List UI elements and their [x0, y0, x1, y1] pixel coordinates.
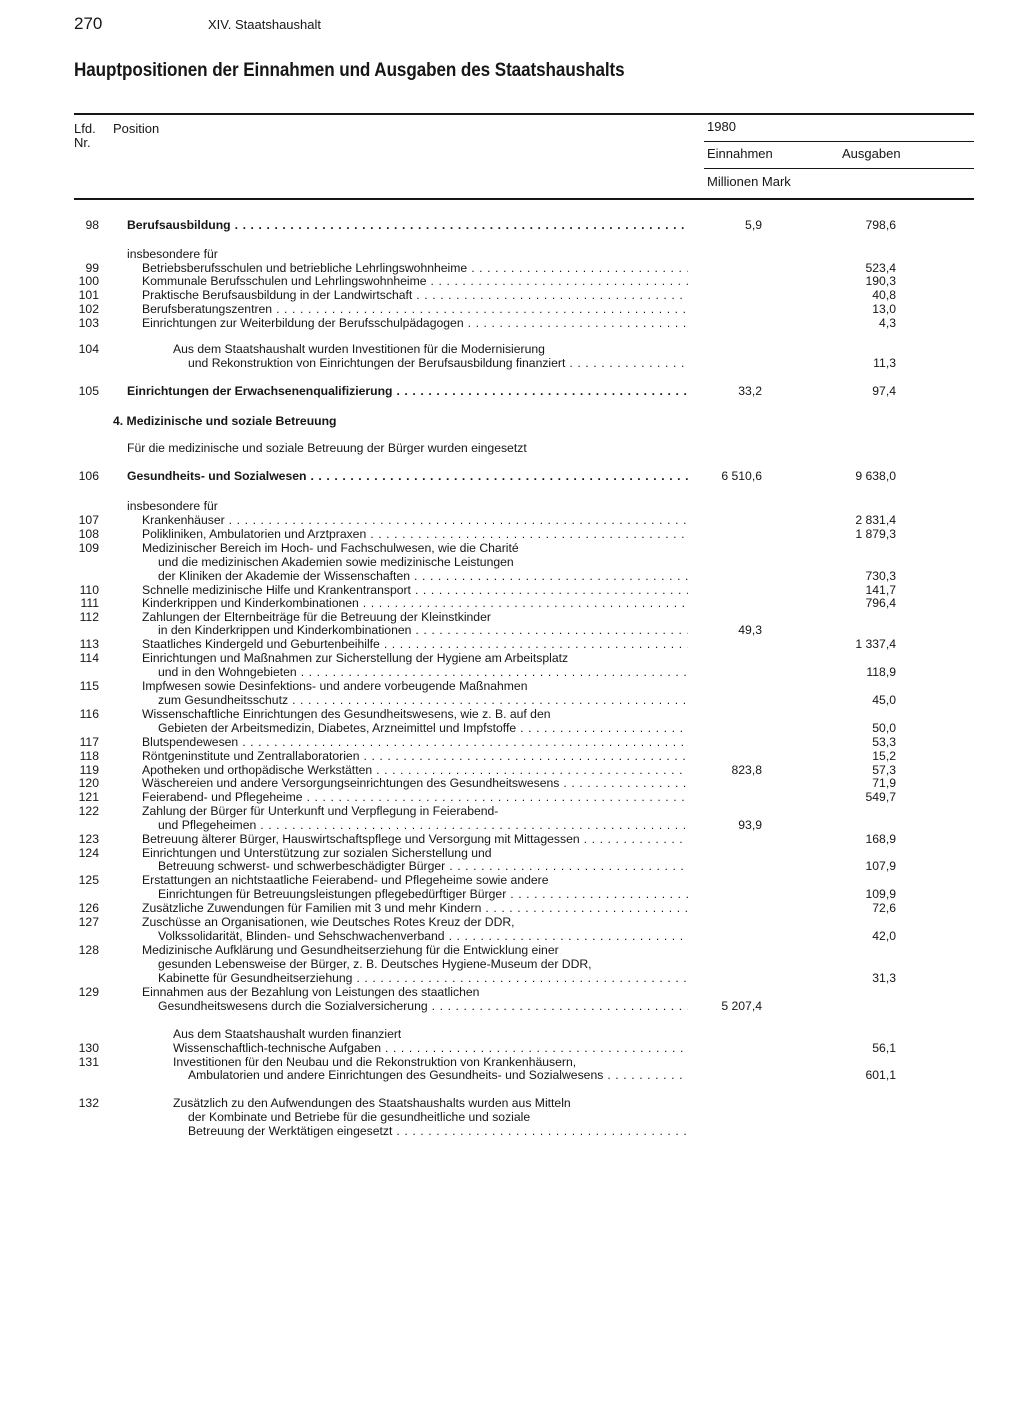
row-position-text: Betriebsberufsschulen und betriebliche Lehrlingswohnheime . . . — [142, 261, 688, 276]
row-ausgaben-value: 190,3 — [865, 274, 896, 288]
row-position-text: Röntgeninstitute und Zentrallaboratorien . . . — [142, 749, 688, 764]
row-number: 100 — [78, 274, 99, 288]
row-ausgaben-value: 56,1 — [872, 1041, 896, 1055]
row-position-text: Staatliches Kindergeld und Geburtenbeihilfe . . . — [142, 637, 688, 652]
row-position-text: insbesondere für — [127, 499, 218, 513]
row-number: 101 — [78, 288, 99, 302]
row-number: 113 — [79, 637, 99, 651]
row-number: 108 — [78, 527, 99, 541]
row-position-text: Medizinischer Bereich im Hoch- und Fachschulwesen, wie die Charité — [142, 541, 519, 555]
row-position-text: Einnahmen aus der Bezahlung von Leistungen des staatlichen — [142, 985, 480, 999]
row-number: 111 — [80, 596, 99, 610]
row-ausgaben-value: 549,7 — [865, 790, 896, 804]
table-row — [0, 790, 1024, 805]
row-number: 123 — [78, 832, 99, 846]
table-row — [0, 832, 1024, 847]
row-ausgaben-value: 53,3 — [872, 735, 896, 749]
row-position-text: Berufsausbildung . . . — [127, 218, 688, 233]
row-position-text: Aus dem Staatshaushalt wurden finanziert — [173, 1027, 402, 1041]
row-position-text: Krankenhäuser . . . — [142, 513, 688, 528]
row-position-text: Einrichtungen und Unterstützung zur sozialen Sicherstellung und — [142, 846, 492, 860]
row-position-text: Einrichtungen und Maßnahmen zur Sicherstellung der Hygiene am Arbeitsplatz — [142, 651, 569, 665]
row-ausgaben-value: 42,0 — [872, 929, 896, 943]
row-position-text: insbesondere für — [127, 247, 218, 261]
row-number: 128 — [78, 943, 99, 957]
row-einnahmen-value: 6 510,6 — [721, 469, 762, 483]
row-number: 118 — [79, 749, 99, 763]
row-number: 115 — [79, 679, 99, 693]
header-einnahmen: Einnahmen — [707, 146, 773, 161]
table-row — [0, 637, 1024, 652]
row-position-text: Aus dem Staatshaushalt wurden Investitionen für die Modernisierung — [173, 342, 545, 356]
table-row — [0, 679, 1024, 694]
table-row — [0, 929, 1024, 944]
row-ausgaben-value: 11,3 — [873, 356, 896, 370]
row-ausgaben-value: 31,3 — [872, 971, 896, 985]
row-ausgaben-value: 601,1 — [865, 1068, 896, 1082]
year-rule — [704, 141, 974, 142]
table-row — [0, 555, 1024, 570]
table-row — [0, 693, 1024, 708]
row-number: 124 — [78, 846, 99, 860]
row-number: 120 — [78, 776, 99, 790]
table-row — [0, 247, 1024, 262]
table-row — [0, 623, 1024, 638]
table-row — [0, 1096, 1024, 1111]
table-row — [0, 999, 1024, 1014]
row-position-text: 4. Medizinische und soziale Betreuung — [113, 414, 337, 428]
header-year: 1980 — [707, 119, 736, 134]
row-number: 104 — [78, 342, 99, 356]
table-row — [0, 596, 1024, 611]
table-top-rule — [74, 113, 974, 115]
row-position-text: und Rekonstruktion von Einrichtungen der Berufsausbildung finanziert . . . — [188, 356, 688, 371]
row-position-text: Einrichtungen zur Weiterbildung der Berufsschulpädagogen . . . — [142, 316, 688, 331]
row-number: 109 — [78, 541, 99, 555]
row-position-text: Volkssolidarität, Blinden- und Sehschwachenverband . . . — [158, 929, 688, 944]
row-number: 99 — [85, 261, 99, 275]
table-row — [0, 513, 1024, 528]
table-header-bottom-rule — [74, 198, 974, 200]
row-ausgaben-value: 2 831,4 — [855, 513, 896, 527]
table-row — [0, 569, 1024, 584]
row-number: 98 — [85, 218, 99, 232]
table-row — [0, 915, 1024, 930]
table-row — [0, 1124, 1024, 1139]
table-row — [0, 804, 1024, 819]
row-number: 117 — [79, 735, 99, 749]
row-position-text: Berufsberatungszentren . . . — [142, 302, 688, 317]
header-unit: Millionen Mark — [707, 174, 791, 189]
row-ausgaben-value: 1 337,4 — [855, 637, 896, 651]
table-row — [0, 735, 1024, 750]
row-position-text: Gesundheits- und Sozialwesen . . . — [127, 469, 688, 484]
row-position-text: Betreuung schwerst- und schwerbeschädigter Bürger . . . — [158, 859, 688, 874]
row-position-text: Für die medizinische und soziale Betreuung der Bürger wurden eingesetzt — [127, 441, 527, 455]
row-position-text: Ambulatorien und andere Einrichtungen des Gesundheits- und Sozialwesens . . . — [188, 1068, 688, 1083]
row-position-text: Feierabend- und Pflegeheime . . . — [142, 790, 688, 805]
table-row — [0, 469, 1024, 484]
row-ausgaben-value: 798,6 — [865, 218, 896, 232]
row-position-text: und die medizinischen Akademien sowie medizinische Leistungen — [158, 555, 514, 569]
row-position-text: Zuschüsse an Organisationen, wie Deutsches Rotes Kreuz der DDR, — [142, 915, 515, 929]
row-ausgaben-value: 118,9 — [866, 665, 896, 679]
row-ausgaben-value: 45,0 — [872, 693, 896, 707]
row-number: 116 — [79, 707, 99, 721]
row-number: 102 — [78, 302, 99, 316]
row-position-text: Blutspendewesen . . . — [142, 735, 688, 750]
row-position-text: gesunden Lebensweise der Bürger, z. B. Deutsches Hygiene-Museum der DDR, — [158, 957, 592, 971]
table-row — [0, 943, 1024, 958]
table-row — [0, 356, 1024, 371]
row-ausgaben-value: 4,3 — [879, 316, 896, 330]
table-row — [0, 527, 1024, 542]
row-position-text: Zahlungen der Elternbeiträge für die Betreuung der Kleinstkinder — [142, 610, 491, 624]
row-ausgaben-value: 141,7 — [865, 583, 896, 597]
table-row — [0, 1027, 1024, 1042]
row-position-text: Praktische Berufsausbildung in der Landwirtschaft . . . — [142, 288, 688, 303]
table-row — [0, 316, 1024, 331]
table-row — [0, 274, 1024, 289]
row-ausgaben-value: 9 638,0 — [855, 469, 896, 483]
table-row — [0, 441, 1024, 456]
row-ausgaben-value: 15,2 — [872, 749, 896, 763]
table-row — [0, 971, 1024, 986]
table-row — [0, 414, 1024, 429]
table-row — [0, 665, 1024, 680]
row-position-text: Kommunale Berufsschulen und Lehrlingswohnheime . . . — [142, 274, 688, 289]
row-number: 129 — [78, 985, 99, 999]
row-einnahmen-value: 5,9 — [745, 218, 762, 232]
header-lfd: Lfd. — [74, 121, 96, 136]
row-position-text: Apotheken und orthopädische Werkstätten . . . — [142, 763, 688, 778]
row-ausgaben-value: 796,4 — [865, 596, 896, 610]
table-row — [0, 1068, 1024, 1083]
row-position-text: und Pflegeheimen . . . — [158, 818, 688, 833]
row-einnahmen-value: 33,2 — [738, 384, 762, 398]
row-position-text: Kinderkrippen und Kinderkombinationen . . . — [142, 596, 688, 611]
row-ausgaben-value: 107,9 — [865, 859, 896, 873]
row-ausgaben-value: 71,9 — [872, 776, 896, 790]
header-nr: Nr. — [74, 135, 91, 150]
row-ausgaben-value: 50,0 — [872, 721, 896, 735]
row-einnahmen-value: 823,8 — [731, 763, 762, 777]
row-position-text: Investitionen für den Neubau und die Rekonstruktion von Krankenhäusern, — [173, 1055, 577, 1069]
row-position-text: der Kombinate und Betriebe für die gesundheitliche und soziale — [188, 1110, 531, 1124]
row-position-text: Schnelle medizinische Hilfe und Krankentransport . . . — [142, 583, 688, 598]
row-position-text: der Kliniken der Akademie der Wissenschaften . . . — [158, 569, 688, 584]
row-position-text: Polikliniken, Ambulatorien und Arztpraxen . . . — [142, 527, 688, 542]
row-ausgaben-value: 1 879,3 — [855, 527, 896, 541]
row-position-text: zum Gesundheitsschutz . . . — [158, 693, 688, 708]
row-position-text: Gesundheitswesens durch die Sozialversicherung . . . — [158, 999, 688, 1014]
row-ausgaben-value: 730,3 — [865, 569, 896, 583]
row-number: 106 — [78, 469, 99, 483]
table-row — [0, 776, 1024, 791]
row-position-text: Wissenschaftliche Einrichtungen des Gesundheitswesens, wie z. B. auf den — [142, 707, 551, 721]
header-position: Position — [113, 121, 160, 136]
row-number: 112 — [79, 610, 99, 624]
page-number: 270 — [74, 14, 103, 33]
row-number: 103 — [78, 316, 99, 330]
row-number: 107 — [78, 513, 99, 527]
row-position-text: Betreuung der Werktätigen eingesetzt . . . — [188, 1124, 688, 1139]
row-position-text: Zusätzlich zu den Aufwendungen des Staatshaushalts wurden aus Mitteln — [173, 1096, 571, 1110]
row-position-text: Zahlung der Bürger für Unterkunft und Verpflegung in Feierabend- — [142, 804, 499, 818]
row-position-text: in den Kinderkrippen und Kinderkombinationen . . . — [158, 623, 688, 638]
row-number: 122 — [78, 804, 99, 818]
row-number: 105 — [78, 384, 99, 398]
row-position-text: und in den Wohngebieten . . . — [158, 665, 688, 680]
table-row — [0, 499, 1024, 514]
row-einnahmen-value: 5 207,4 — [721, 999, 762, 1013]
row-number: 131 — [78, 1055, 99, 1069]
row-ausgaben-value: 40,8 — [872, 288, 896, 302]
row-number: 119 — [79, 763, 99, 777]
table-row — [0, 887, 1024, 902]
table-row — [0, 1110, 1024, 1125]
row-ausgaben-value: 72,6 — [872, 901, 896, 915]
table-row — [0, 957, 1024, 972]
row-position-text: Einrichtungen für Betreuungsleistungen pflegebedürftiger Bürger . . . — [158, 887, 688, 902]
row-ausgaben-value: 13,0 — [872, 302, 896, 316]
row-number: 110 — [79, 583, 99, 597]
table-row — [0, 302, 1024, 317]
row-number: 125 — [78, 873, 99, 887]
row-number: 121 — [78, 790, 99, 804]
table-row — [0, 288, 1024, 303]
page-title: Hauptpositionen der Einnahmen und Ausgaben des Staatshaushalts — [74, 60, 625, 81]
table-row — [0, 818, 1024, 833]
table-row — [0, 342, 1024, 357]
table-row — [0, 901, 1024, 916]
row-number: 130 — [78, 1041, 99, 1055]
header-ausgaben: Ausgaben — [842, 146, 901, 161]
row-position-text: Kabinette für Gesundheitserziehung . . . — [158, 971, 688, 986]
table-row — [0, 707, 1024, 722]
subheader-rule — [704, 168, 974, 169]
table-row — [0, 1041, 1024, 1056]
row-einnahmen-value: 49,3 — [738, 623, 762, 637]
row-position-text: Erstattungen an nichtstaatliche Feierabend- und Pflegeheime sowie andere — [142, 873, 549, 887]
table-row — [0, 384, 1024, 399]
row-number: 126 — [78, 901, 99, 915]
row-position-text: Medizinische Aufklärung und Gesundheitserziehung für die Entwicklung einer — [142, 943, 559, 957]
row-ausgaben-value: 97,4 — [872, 384, 896, 398]
table-row — [0, 873, 1024, 888]
chapter-title: XIV. Staatshaushalt — [208, 17, 321, 32]
row-number: 127 — [78, 915, 99, 929]
row-position-text: Betreuung älterer Bürger, Hauswirtschaftspflege und Versorgung mit Mittagessen . . . — [142, 832, 688, 847]
table-row — [0, 859, 1024, 874]
table-row — [0, 651, 1024, 666]
row-position-text: Wissenschaftlich-technische Aufgaben . . . — [173, 1041, 688, 1056]
table-row — [0, 985, 1024, 1000]
row-position-text: Zusätzliche Zuwendungen für Familien mit 3 und mehr Kindern . . . — [142, 901, 688, 916]
table-row — [0, 749, 1024, 764]
table-row — [0, 218, 1024, 233]
row-number: 132 — [78, 1096, 99, 1110]
row-number: 114 — [79, 651, 99, 665]
row-ausgaben-value: 109,9 — [865, 887, 896, 901]
row-position-text: Impfwesen sowie Desinfektions- und andere vorbeugende Maßnahmen — [142, 679, 528, 693]
row-ausgaben-value: 523,4 — [865, 261, 896, 275]
row-position-text: Einrichtungen der Erwachsenenqualifizierung . . . — [127, 384, 688, 399]
row-einnahmen-value: 93,9 — [738, 818, 762, 832]
table-row — [0, 721, 1024, 736]
table-row — [0, 541, 1024, 556]
row-ausgaben-value: 57,3 — [872, 763, 896, 777]
row-position-text: Wäschereien und andere Versorgungseinrichtungen des Gesundheitswesens . . . — [142, 776, 688, 791]
row-ausgaben-value: 168,9 — [865, 832, 896, 846]
row-position-text: Gebieten der Arbeitsmedizin, Diabetes, Arzneimittel und Impfstoffe . . . — [158, 721, 688, 736]
